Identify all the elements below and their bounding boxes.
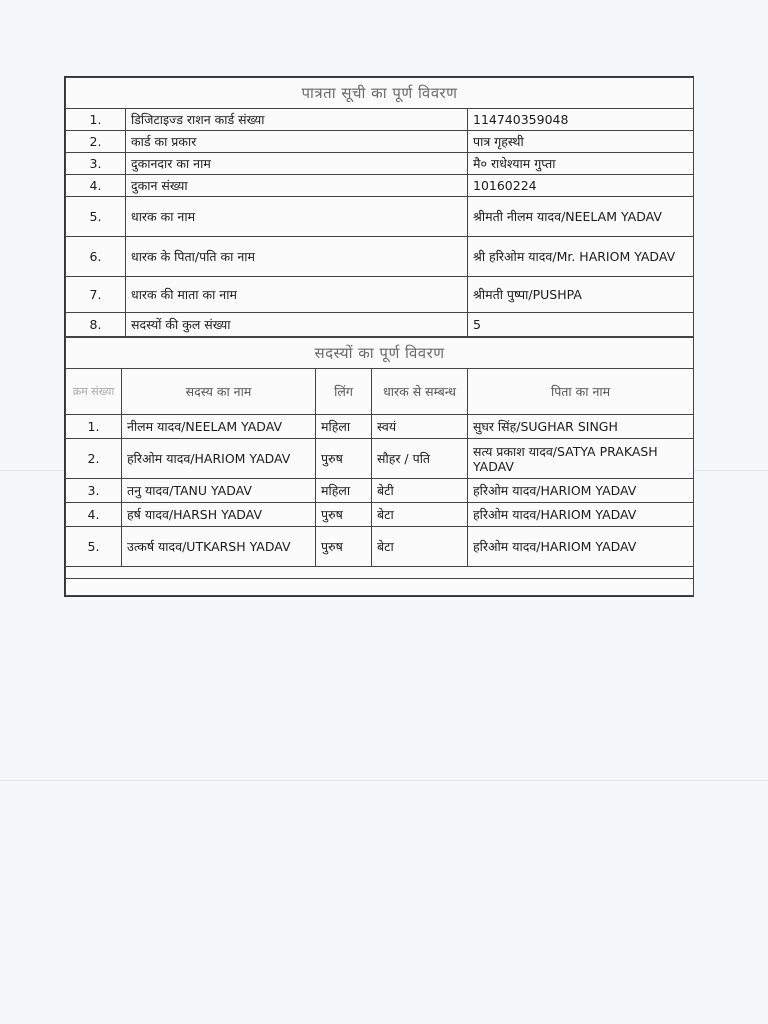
summary-title: पात्रता सूची का पूर्ण विवरण (66, 78, 694, 109)
field-label: सदस्यों की कुल संख्या (126, 313, 468, 337)
member-name: उत्कर्ष यादव/UTKARSH YADAV (122, 527, 316, 567)
field-value: श्रीमती पुष्पा/PUSHPA (468, 277, 694, 313)
member-name: हर्ष यादव/HARSH YADAV (122, 503, 316, 527)
members-title: सदस्यों का पूर्ण विवरण (66, 338, 694, 369)
member-father: हरिओम यादव/HARIOM YADAV (468, 479, 694, 503)
empty-row (66, 579, 694, 596)
table-row (66, 527, 694, 567)
summary-row (66, 131, 694, 153)
table-row (66, 439, 694, 479)
member-number: 3. (66, 479, 122, 503)
row-number: 5. (66, 197, 126, 237)
field-label: दुकान संख्या (126, 175, 468, 197)
empty-row (66, 567, 694, 579)
member-relation: बेटी (372, 479, 468, 503)
summary-row (66, 197, 694, 237)
member-name: हरिओम यादव/HARIOM YADAV (122, 439, 316, 479)
member-number: 5. (66, 527, 122, 567)
row-number: 3. (66, 153, 126, 175)
member-gender: महिला (316, 479, 372, 503)
header-serial: क्रम संख्या (66, 369, 122, 415)
row-number: 4. (66, 175, 126, 197)
header-gender: लिंग (316, 369, 372, 415)
member-father: सत्य प्रकाश यादव/SATYA PRAKASH YADAV (468, 439, 694, 479)
field-label: धारक के पिता/पति का नाम (126, 237, 468, 277)
field-label: दुकानदार का नाम (126, 153, 468, 175)
field-value: 5 (468, 313, 694, 337)
members-header-row (66, 369, 694, 415)
field-label: धारक का नाम (126, 197, 468, 237)
empty-cell (66, 579, 694, 596)
header-member-name: सदस्य का नाम (122, 369, 316, 415)
ration-card-document (64, 76, 694, 597)
row-number: 8. (66, 313, 126, 337)
field-label: डिजिटाइज्ड राशन कार्ड संख्या (126, 109, 468, 131)
empty-cell (66, 567, 694, 579)
header-relation: धारक से सम्बन्ध (372, 369, 468, 415)
member-number: 4. (66, 503, 122, 527)
member-father: सुघर सिंह/SUGHAR SINGH (468, 415, 694, 439)
member-number: 1. (66, 415, 122, 439)
field-label: धारक की माता का नाम (126, 277, 468, 313)
header-father-name: पिता का नाम (468, 369, 694, 415)
row-number: 2. (66, 131, 126, 153)
row-number: 7. (66, 277, 126, 313)
summary-row (66, 109, 694, 131)
member-gender: पुरुष (316, 439, 372, 479)
field-value: श्री हरिओम यादव/Mr. HARIOM YADAV (468, 237, 694, 277)
member-gender: पुरुष (316, 503, 372, 527)
member-relation: बेटा (372, 527, 468, 567)
summary-row (66, 153, 694, 175)
summary-row (66, 237, 694, 277)
table-row (66, 415, 694, 439)
member-name: तनु यादव/TANU YADAV (122, 479, 316, 503)
table-row (66, 479, 694, 503)
row-number: 1. (66, 109, 126, 131)
members-table (65, 337, 694, 596)
summary-row (66, 313, 694, 337)
summary-table (65, 77, 694, 337)
member-number: 2. (66, 439, 122, 479)
member-relation: सौहर / पति (372, 439, 468, 479)
field-value: श्रीमती नीलम यादव/NEELAM YADAV (468, 197, 694, 237)
field-label: कार्ड का प्रकार (126, 131, 468, 153)
field-value: पात्र गृहस्थी (468, 131, 694, 153)
row-number: 6. (66, 237, 126, 277)
member-relation: बेटा (372, 503, 468, 527)
field-value: 10160224 (468, 175, 694, 197)
table-row (66, 503, 694, 527)
member-father: हरिओम यादव/HARIOM YADAV (468, 527, 694, 567)
member-relation: स्वयं (372, 415, 468, 439)
member-gender: पुरुष (316, 527, 372, 567)
member-gender: महिला (316, 415, 372, 439)
field-value: 114740359048 (468, 109, 694, 131)
field-value: मै० राधेश्याम गुप्ता (468, 153, 694, 175)
member-father: हरिओम यादव/HARIOM YADAV (468, 503, 694, 527)
member-name: नीलम यादव/NEELAM YADAV (122, 415, 316, 439)
summary-row (66, 277, 694, 313)
summary-row (66, 175, 694, 197)
